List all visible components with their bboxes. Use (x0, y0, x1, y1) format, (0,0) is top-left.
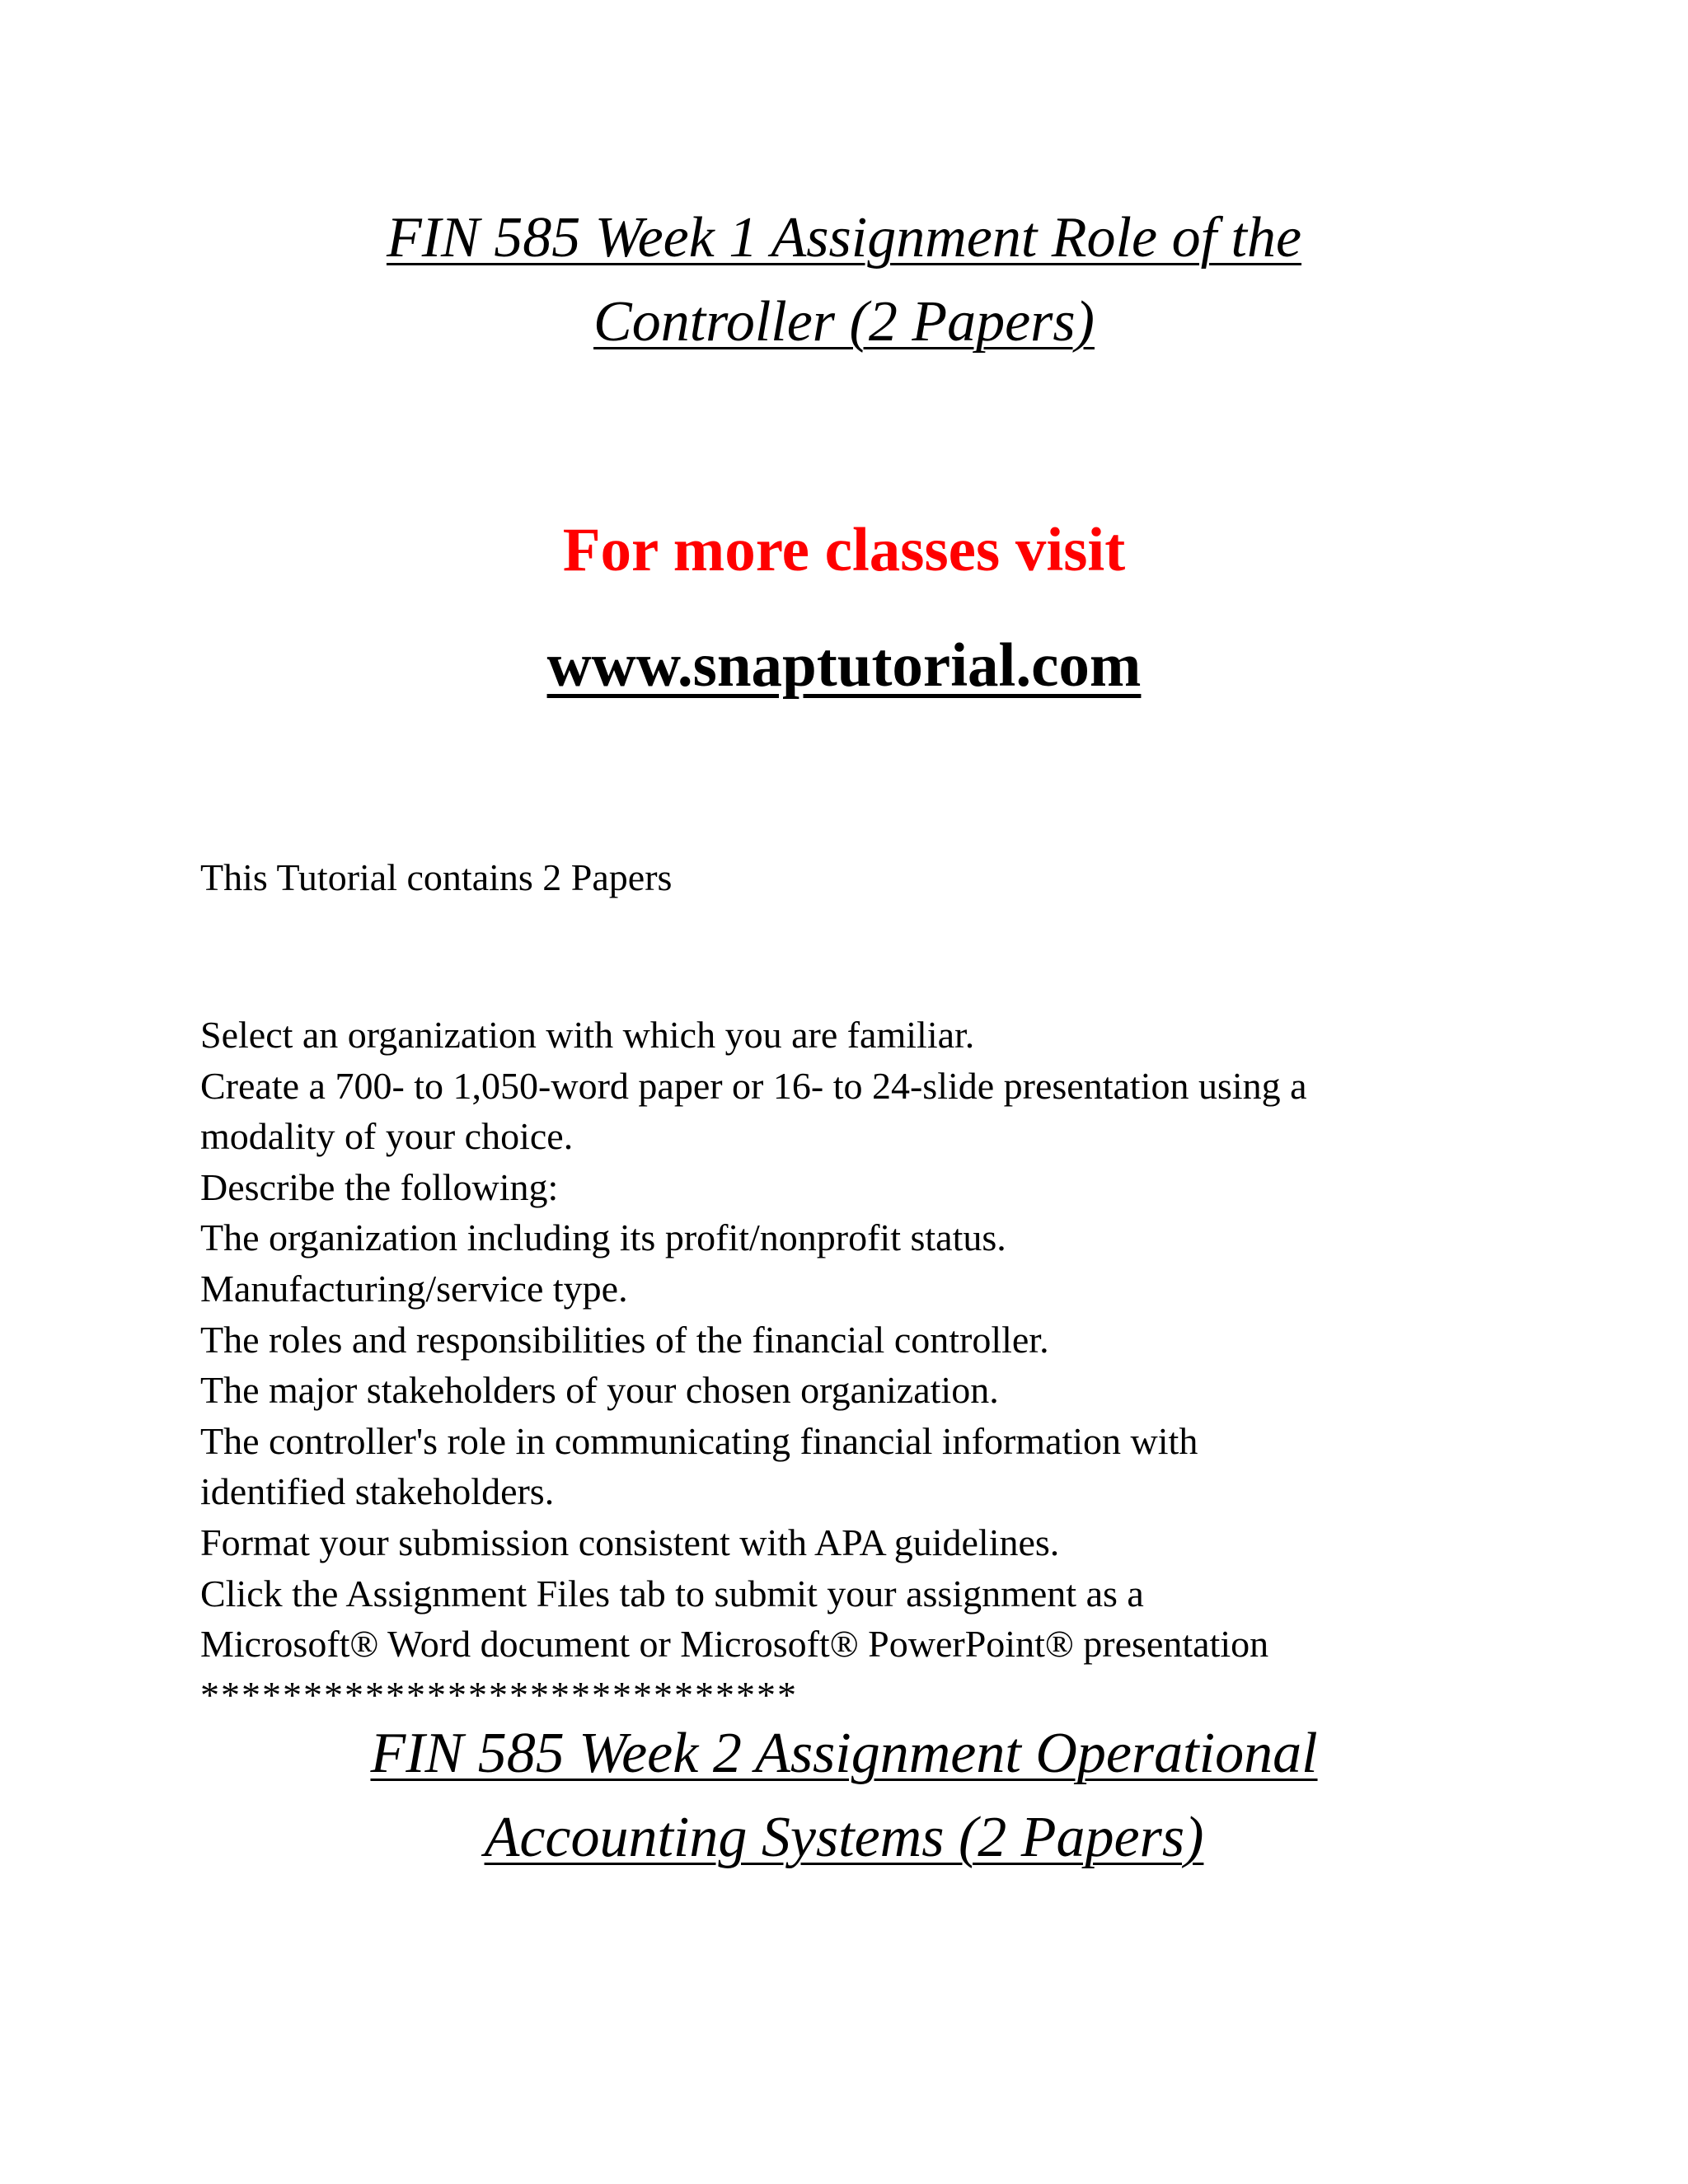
assignment-instructions (200, 1010, 1519, 1720)
instruction-line: The controller's role in communicating financial information with (200, 1419, 1198, 1462)
instruction-line: The roles and responsibilities of the financial controller. (200, 1318, 1049, 1361)
instruction-line: Format your submission consistent with APA guidelines. (200, 1521, 1060, 1563)
assignment-title-week2 (0, 1712, 1688, 1880)
instruction-line: Manufacturing/service type. (200, 1267, 628, 1310)
promo-url-link[interactable]: www.snaptutorial.com (546, 631, 1142, 700)
assignment-title-week1 (0, 196, 1688, 364)
instruction-line: Click the Assignment Files tab to submit your assignment as a (200, 1572, 1144, 1615)
title-week1-line2: Controller (2 Papers) (593, 290, 1095, 354)
instruction-line: identified stakeholders. (200, 1470, 555, 1513)
title-week1-line1: FIN 585 Week 1 Assignment Role of the (386, 206, 1302, 269)
separator-stars: ***************************** (200, 1673, 798, 1716)
promo-visit-text: For more classes visit (562, 516, 1126, 584)
instruction-line: Create a 700- to 1,050-word paper or 16- to 24-slide presentation using a (200, 1064, 1307, 1107)
title-week2-line1: FIN 585 Week 2 Assignment Operational (370, 1722, 1318, 1785)
instruction-line: Describe the following: (200, 1165, 559, 1208)
instruction-line: modality of your choice. (200, 1115, 574, 1158)
instruction-line: Microsoft® Word document or Microsoft® PowerPoint® presentation (200, 1623, 1269, 1666)
title-week2-line2: Accounting Systems (2 Papers) (484, 1806, 1204, 1869)
instruction-line: The organization including its profit/nonprofit status. (200, 1216, 1006, 1259)
instruction-line: Select an organization with which you are familiar. (200, 1014, 975, 1056)
promo-url[interactable] (0, 630, 1688, 701)
instruction-line: The major stakeholders of your chosen organization. (200, 1369, 999, 1412)
tutorial-intro: This Tutorial contains 2 Papers (200, 856, 673, 898)
